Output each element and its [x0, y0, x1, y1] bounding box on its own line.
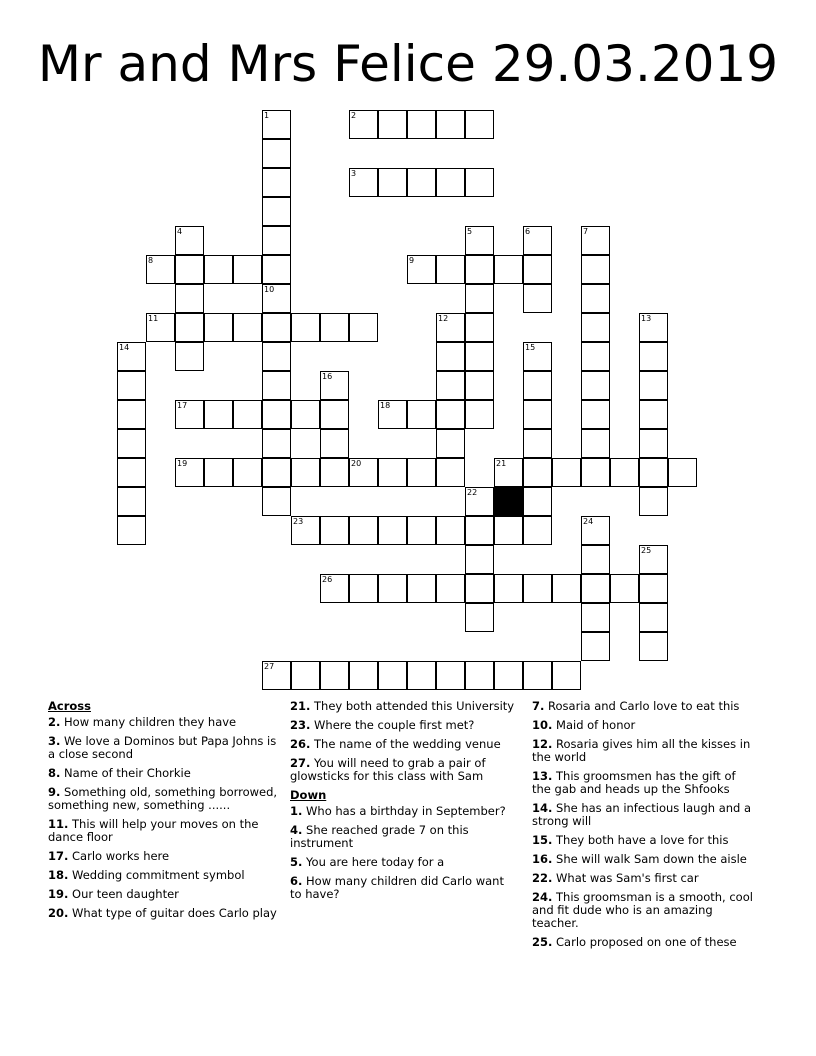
grid-cell[interactable]: [262, 110, 291, 139]
grid-cell[interactable]: [552, 574, 581, 603]
clue-text: What type of guitar does Carlo play: [68, 906, 277, 920]
clue: [532, 770, 757, 796]
clue-text: Where the couple first met?: [310, 718, 475, 732]
grid-cell[interactable]: [639, 342, 668, 371]
cell-number: 16: [322, 372, 333, 381]
cell-number: 3: [351, 169, 357, 178]
grid-cell[interactable]: [465, 284, 494, 313]
grid-cell[interactable]: [291, 313, 320, 342]
clue-text: Name of their Chorkie: [60, 766, 191, 780]
grid-cell[interactable]: [204, 255, 233, 284]
clue-text: How many children they have: [60, 715, 237, 729]
grid-cell[interactable]: [523, 255, 552, 284]
clue-number: 1.: [290, 804, 303, 818]
grid-cell-black: [494, 487, 523, 516]
down-clue-list-continued: [532, 700, 757, 949]
grid-cell[interactable]: [117, 342, 146, 371]
clue-text: This groomsmen has the gift of the gab and heads up the Shfooks: [532, 769, 736, 796]
grid-cell[interactable]: [581, 313, 610, 342]
grid-cell[interactable]: [436, 371, 465, 400]
grid-cell[interactable]: [117, 429, 146, 458]
grid-cell[interactable]: [436, 429, 465, 458]
clue-text: This will help your moves on the dance floor: [48, 817, 259, 844]
grid-cell[interactable]: [465, 545, 494, 574]
grid-cell[interactable]: [262, 400, 291, 429]
grid-cell[interactable]: [465, 313, 494, 342]
grid-cell[interactable]: [436, 313, 465, 342]
grid-cell[interactable]: [320, 574, 349, 603]
clue: [532, 936, 757, 949]
clue-text: Carlo proposed on one of these: [552, 935, 737, 949]
grid-cell[interactable]: [465, 342, 494, 371]
grid-cell[interactable]: [233, 313, 262, 342]
clue-number: 26.: [290, 737, 311, 751]
clue-number: 24.: [532, 890, 553, 904]
grid-cell[interactable]: [175, 255, 204, 284]
clue-number: 14.: [532, 801, 553, 815]
clue: [48, 907, 278, 920]
clue-text: She will walk Sam down the aisle: [552, 852, 747, 866]
clue-number: 6.: [290, 874, 303, 888]
clue: [48, 850, 278, 863]
cell-number: 6: [525, 227, 531, 236]
grid-cell[interactable]: [465, 487, 494, 516]
grid-cell[interactable]: [117, 400, 146, 429]
grid-cell[interactable]: [175, 458, 204, 487]
grid-cell[interactable]: [610, 574, 639, 603]
grid-cell[interactable]: [262, 139, 291, 168]
grid-cell[interactable]: [581, 574, 610, 603]
cell-number: 19: [177, 459, 188, 468]
cell-number: 1: [264, 111, 270, 120]
grid-cell[interactable]: [204, 400, 233, 429]
clue: [48, 888, 278, 901]
grid-cell[interactable]: [146, 313, 175, 342]
grid-cell[interactable]: [465, 255, 494, 284]
grid-cell[interactable]: [117, 487, 146, 516]
clue-text: How many children did Carlo want to have?: [290, 874, 504, 901]
cell-number: 20: [351, 459, 362, 468]
grid-cell[interactable]: [407, 458, 436, 487]
grid-cell[interactable]: [436, 168, 465, 197]
clue-number: 8.: [48, 766, 61, 780]
grid-cell[interactable]: [349, 661, 378, 690]
grid-cell[interactable]: [581, 400, 610, 429]
grid-cell[interactable]: [349, 313, 378, 342]
clue: [48, 818, 278, 844]
clue-number: 5.: [290, 855, 303, 869]
grid-cell[interactable]: [349, 574, 378, 603]
clue-text: Who has a birthday in September?: [302, 804, 506, 818]
clue-text: The name of the wedding venue: [310, 737, 501, 751]
grid-cell[interactable]: [378, 400, 407, 429]
cell-number: 26: [322, 575, 333, 584]
grid-cell[interactable]: [523, 516, 552, 545]
grid-cell[interactable]: [407, 574, 436, 603]
clue: [532, 834, 757, 847]
clue: [532, 700, 757, 713]
clue-text: They both attended this University: [310, 699, 515, 713]
cell-number: 17: [177, 401, 188, 410]
grid-cell[interactable]: [552, 661, 581, 690]
grid-cell[interactable]: [262, 197, 291, 226]
clue: [290, 757, 515, 783]
clue-number: 16.: [532, 852, 553, 866]
grid-cell[interactable]: [291, 458, 320, 487]
clue: [532, 719, 757, 732]
clue-number: 13.: [532, 769, 553, 783]
grid-cell[interactable]: [175, 313, 204, 342]
clue: [290, 875, 515, 901]
grid-cell[interactable]: [581, 342, 610, 371]
clue-number: 9.: [48, 785, 61, 799]
grid-cell[interactable]: [581, 632, 610, 661]
grid-cell[interactable]: [175, 284, 204, 313]
grid-cell[interactable]: [175, 226, 204, 255]
grid-cell[interactable]: [523, 284, 552, 313]
clue: [48, 735, 278, 761]
grid-cell[interactable]: [552, 458, 581, 487]
grid-cell[interactable]: [523, 371, 552, 400]
grid-cell[interactable]: [407, 110, 436, 139]
grid-cell[interactable]: [233, 255, 262, 284]
cell-number: 15: [525, 343, 536, 352]
clue: [290, 700, 515, 713]
clue-text: They both have a love for this: [552, 833, 729, 847]
grid-cell[interactable]: [262, 313, 291, 342]
grid-cell[interactable]: [349, 168, 378, 197]
grid-cell[interactable]: [494, 574, 523, 603]
grid-cell[interactable]: [465, 371, 494, 400]
grid-cell[interactable]: [320, 313, 349, 342]
clue: [290, 738, 515, 751]
grid-cell[interactable]: [378, 110, 407, 139]
grid-cell[interactable]: [262, 661, 291, 690]
clue: [532, 802, 757, 828]
cell-number: 24: [583, 517, 594, 526]
clue-text: Wedding commitment symbol: [68, 868, 245, 882]
cell-number: 12: [438, 314, 449, 323]
grid-cell[interactable]: [581, 371, 610, 400]
clue: [290, 824, 515, 850]
grid-cell[interactable]: [204, 313, 233, 342]
grid-cell[interactable]: [465, 574, 494, 603]
grid-cell[interactable]: [639, 313, 668, 342]
clues-column-2: [290, 700, 515, 907]
clue: [48, 786, 278, 812]
grid-cell[interactable]: [436, 574, 465, 603]
grid-cell[interactable]: [349, 458, 378, 487]
clue: [532, 872, 757, 885]
grid-cell[interactable]: [291, 400, 320, 429]
grid-cell[interactable]: [581, 284, 610, 313]
clue-number: 10.: [532, 718, 553, 732]
clue-number: 2.: [48, 715, 61, 729]
clues-column-1: [48, 700, 278, 926]
clue-text: She has an infectious laugh and a strong will: [532, 801, 752, 828]
clue: [532, 738, 757, 764]
grid-cell[interactable]: [407, 661, 436, 690]
grid-cell[interactable]: [320, 429, 349, 458]
grid-cell[interactable]: [639, 574, 668, 603]
grid-cell[interactable]: [117, 458, 146, 487]
grid-cell[interactable]: [262, 168, 291, 197]
cell-number: 10: [264, 285, 275, 294]
cell-number: 5: [467, 227, 473, 236]
clue-text: Maid of honor: [552, 718, 636, 732]
down-clue-list: [290, 805, 515, 901]
clue-text: She reached grade 7 on this instrument: [290, 823, 469, 850]
grid-cell[interactable]: [233, 458, 262, 487]
grid-cell[interactable]: [204, 458, 233, 487]
grid-cell[interactable]: [175, 342, 204, 371]
grid-cell[interactable]: [320, 458, 349, 487]
clue-number: 22.: [532, 871, 553, 885]
grid-cell[interactable]: [436, 661, 465, 690]
grid-cell[interactable]: [436, 255, 465, 284]
clue-number: 7.: [532, 699, 545, 713]
grid-cell[interactable]: [523, 400, 552, 429]
clue-text: Our teen daughter: [68, 887, 179, 901]
clue-text: Something old, something borrowed, something new, something ......: [48, 785, 278, 812]
grid-cell[interactable]: [523, 226, 552, 255]
cell-number: 18: [380, 401, 391, 410]
cell-number: 4: [177, 227, 183, 236]
grid-cell[interactable]: [436, 516, 465, 545]
clue-number: 21.: [290, 699, 311, 713]
cell-number: 11: [148, 314, 159, 323]
down-heading: Down: [290, 788, 327, 802]
clue-number: 11.: [48, 817, 69, 831]
grid-cell[interactable]: [465, 516, 494, 545]
grid-cell[interactable]: [639, 545, 668, 574]
grid-cell[interactable]: [262, 284, 291, 313]
grid-cell[interactable]: [436, 110, 465, 139]
clue-number: 23.: [290, 718, 311, 732]
cell-number: 22: [467, 488, 478, 497]
grid-cell[interactable]: [581, 429, 610, 458]
grid-cell[interactable]: [610, 458, 639, 487]
clue: [532, 891, 757, 930]
clues-column-3: [532, 700, 757, 955]
grid-cell[interactable]: [581, 458, 610, 487]
grid-cell[interactable]: [494, 458, 523, 487]
clue: [48, 869, 278, 882]
grid-cell[interactable]: [262, 371, 291, 400]
grid-cell[interactable]: [668, 458, 697, 487]
grid-cell[interactable]: [407, 168, 436, 197]
grid-cell[interactable]: [639, 400, 668, 429]
grid-cell[interactable]: [117, 371, 146, 400]
grid-cell[interactable]: [523, 458, 552, 487]
clue-text: What was Sam's first car: [552, 871, 699, 885]
cell-number: 9: [409, 256, 415, 265]
clue-text: This groomsman is a smooth, cool and fit dude who is an amazing teacher.: [532, 890, 753, 930]
cell-number: 13: [641, 314, 652, 323]
grid-cell[interactable]: [639, 429, 668, 458]
grid-cell[interactable]: [465, 400, 494, 429]
grid-cell[interactable]: [262, 458, 291, 487]
clue: [48, 767, 278, 780]
cell-number: 25: [641, 546, 652, 555]
page-title: Mr and Mrs Felice 29.03.2019: [37, 35, 779, 93]
clue-text: You will need to grab a pair of glowsticks for this class with Sam: [290, 756, 486, 783]
grid-cell[interactable]: [320, 400, 349, 429]
grid-cell[interactable]: [262, 487, 291, 516]
across-clue-list: [48, 716, 278, 920]
grid-cell[interactable]: [581, 545, 610, 574]
across-clue-list-continued: [290, 700, 515, 783]
grid-cell[interactable]: [465, 168, 494, 197]
grid-cell[interactable]: [465, 226, 494, 255]
clue-text: Rosaria and Carlo love to eat this: [544, 699, 740, 713]
grid-cell[interactable]: [117, 516, 146, 545]
grid-cell[interactable]: [378, 661, 407, 690]
grid-cell[interactable]: [349, 516, 378, 545]
grid-cell[interactable]: [146, 255, 175, 284]
clue-text: We love a Dominos but Papa Johns is a close second: [48, 734, 277, 761]
clue-number: 17.: [48, 849, 69, 863]
grid-cell[interactable]: [291, 516, 320, 545]
grid-cell[interactable]: [320, 516, 349, 545]
clue-number: 19.: [48, 887, 69, 901]
grid-cell[interactable]: [175, 400, 204, 429]
clue-text: Rosaria gives him all the kisses in the world: [532, 737, 751, 764]
cell-number: 8: [148, 256, 154, 265]
grid-cell[interactable]: [262, 226, 291, 255]
clue-number: 15.: [532, 833, 553, 847]
clue: [532, 853, 757, 866]
clue-number: 20.: [48, 906, 69, 920]
cell-number: 27: [264, 662, 275, 671]
clue-text: You are here today for a: [302, 855, 445, 869]
grid-cell[interactable]: [233, 400, 262, 429]
cell-number: 7: [583, 227, 589, 236]
grid-cell[interactable]: [378, 516, 407, 545]
grid-cell[interactable]: [465, 661, 494, 690]
grid-cell[interactable]: [407, 516, 436, 545]
clue-text: Carlo works here: [68, 849, 170, 863]
grid-cell[interactable]: [465, 603, 494, 632]
grid-cell[interactable]: [523, 574, 552, 603]
grid-cell[interactable]: [639, 458, 668, 487]
grid-cell[interactable]: [523, 342, 552, 371]
grid-cell[interactable]: [581, 255, 610, 284]
grid-cell[interactable]: [436, 458, 465, 487]
grid-cell[interactable]: [407, 400, 436, 429]
clue: [48, 716, 278, 729]
grid-cell[interactable]: [378, 168, 407, 197]
grid-cell[interactable]: [320, 371, 349, 400]
grid-cell[interactable]: [581, 516, 610, 545]
grid-cell[interactable]: [523, 661, 552, 690]
clue: [290, 719, 515, 732]
grid-cell[interactable]: [262, 429, 291, 458]
across-heading: Across: [48, 699, 91, 713]
cell-number: 23: [293, 517, 304, 526]
grid-cell[interactable]: [436, 400, 465, 429]
cell-number: 21: [496, 459, 507, 468]
clue-number: 12.: [532, 737, 553, 751]
grid-cell[interactable]: [407, 255, 436, 284]
grid-cell[interactable]: [436, 342, 465, 371]
grid-cell[interactable]: [262, 255, 291, 284]
grid-cell[interactable]: [639, 487, 668, 516]
cell-number: 2: [351, 111, 357, 120]
clue-number: 27.: [290, 756, 311, 770]
cell-number: 14: [119, 343, 130, 352]
grid-cell[interactable]: [349, 110, 378, 139]
grid-cell[interactable]: [494, 516, 523, 545]
clue-number: 4.: [290, 823, 303, 837]
grid-cell[interactable]: [262, 342, 291, 371]
grid-cell[interactable]: [494, 255, 523, 284]
grid-cell[interactable]: [378, 458, 407, 487]
grid-cell[interactable]: [523, 429, 552, 458]
clue: [290, 805, 515, 818]
clue: [290, 856, 515, 869]
grid-cell[interactable]: [581, 603, 610, 632]
grid-cell[interactable]: [291, 661, 320, 690]
grid-cell[interactable]: [320, 661, 349, 690]
grid-cell[interactable]: [523, 487, 552, 516]
grid-cell[interactable]: [639, 632, 668, 661]
clue-number: 3.: [48, 734, 61, 748]
grid-cell[interactable]: [639, 603, 668, 632]
grid-cell[interactable]: [378, 574, 407, 603]
clue-number: 18.: [48, 868, 69, 882]
grid-cell[interactable]: [581, 226, 610, 255]
clue-number: 25.: [532, 935, 553, 949]
grid-cell[interactable]: [465, 110, 494, 139]
grid-cell[interactable]: [494, 661, 523, 690]
grid-cell[interactable]: [639, 371, 668, 400]
